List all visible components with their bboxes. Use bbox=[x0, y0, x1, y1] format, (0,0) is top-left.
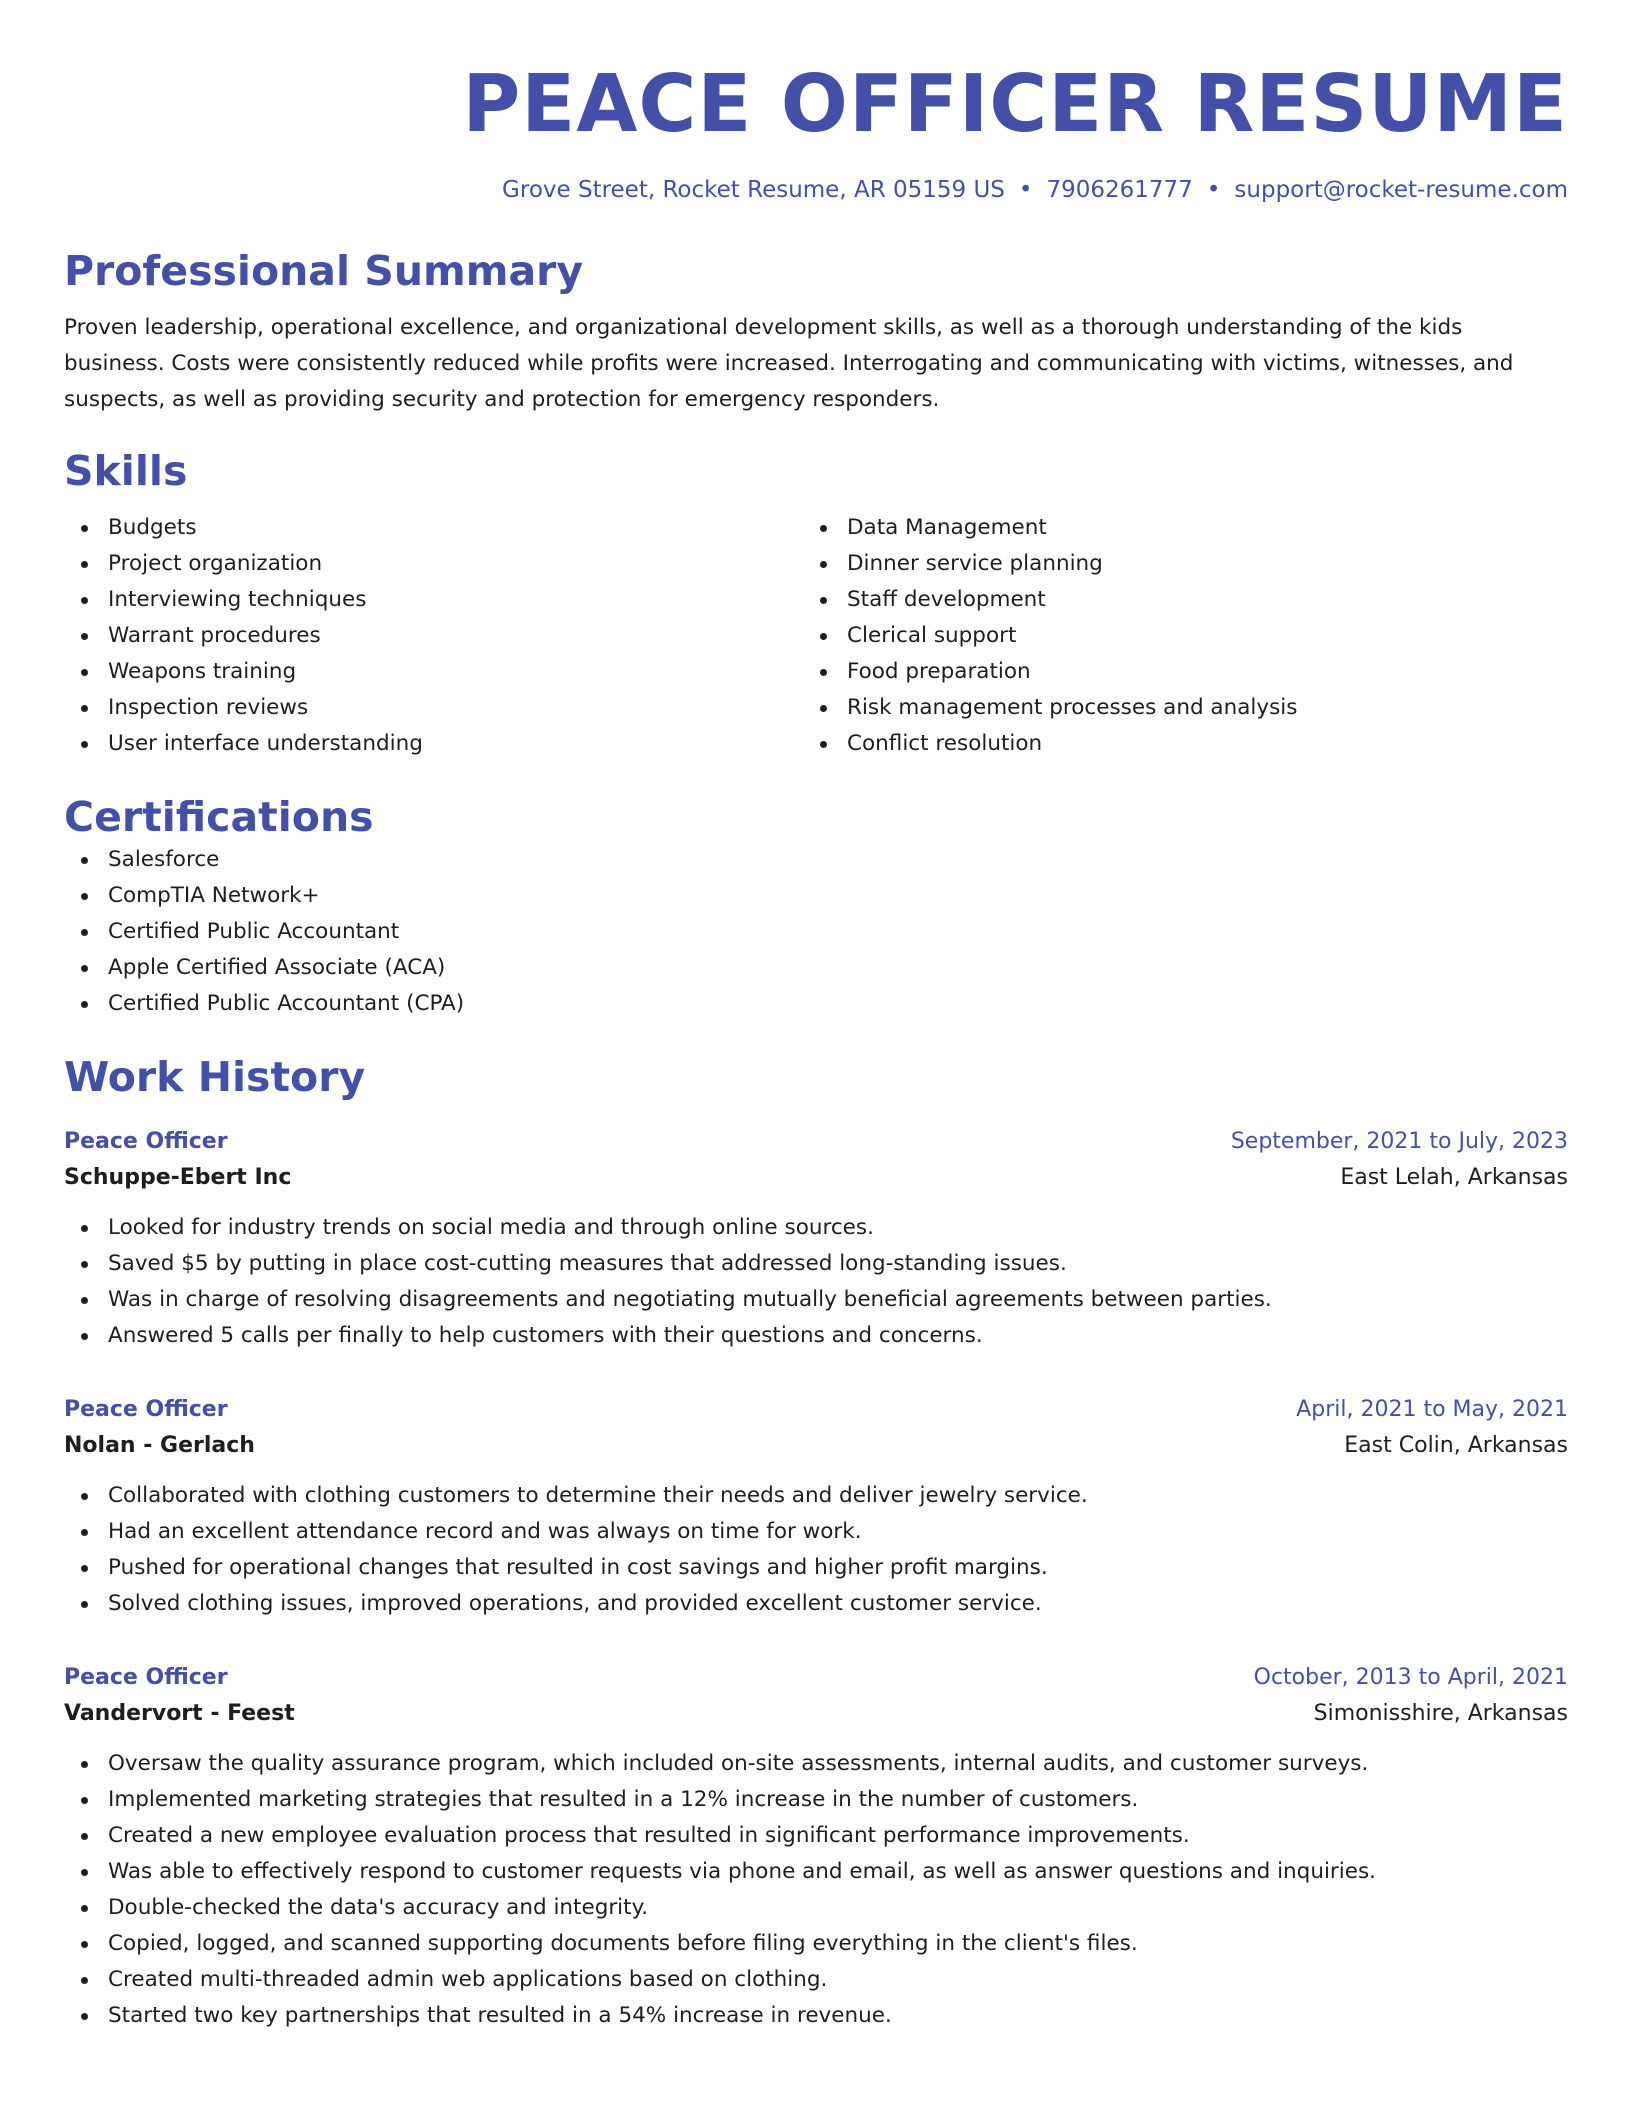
skills-list-left bbox=[64, 510, 803, 762]
job-bullet: Created a new employee evaluation process that resulted in significant performance improvements. bbox=[64, 1818, 1568, 1854]
job-bullet: Was in charge of resolving disagreements and negotiating mutually beneficial agreements between parties. bbox=[64, 1282, 1568, 1318]
skills-list-right bbox=[803, 510, 1542, 762]
skill-item: Warrant procedures bbox=[64, 618, 803, 654]
job-bullet: Created multi-threaded admin web applications based on clothing. bbox=[64, 1962, 1568, 1998]
contact-separator: • bbox=[1206, 177, 1221, 203]
job-company: Nolan - Gerlach bbox=[64, 1433, 255, 1458]
job-bullet: Pushed for operational changes that resulted in cost savings and higher profit margins. bbox=[64, 1550, 1568, 1586]
job-location: East Lelah, Arkansas bbox=[1340, 1165, 1568, 1190]
contact-phone: 7906261777 bbox=[1046, 177, 1193, 203]
skill-item: Budgets bbox=[64, 510, 803, 546]
skill-item: Food preparation bbox=[803, 654, 1542, 690]
job-bullets bbox=[64, 1478, 1568, 1622]
job-bullet: Looked for industry trends on social media and through online sources. bbox=[64, 1210, 1568, 1246]
summary-text: Proven leadership, operational excellence, and organizational development skills, as well as a thorough understanding of the kids business. Costs were consistently reduced while profits were increased. Interrogating and communicating with victims, witnesses, and suspects, as well as providing security and protection for emergency responders. bbox=[64, 315, 1514, 412]
job-bullet: Double-checked the data's accuracy and integrity. bbox=[64, 1890, 1568, 1926]
skill-item: Project organization bbox=[64, 546, 803, 582]
job-bullet: Implemented marketing strategies that resulted in a 12% increase in the number of customers. bbox=[64, 1782, 1568, 1818]
job-bullet: Was able to effectively respond to customer requests via phone and email, as well as answer questions and inquiries. bbox=[64, 1854, 1568, 1890]
skill-item: Staff development bbox=[803, 582, 1542, 618]
job-company: Schuppe-Ebert Inc bbox=[64, 1165, 292, 1190]
skill-item: Risk management processes and analysis bbox=[803, 690, 1542, 726]
certification-item: Certified Public Accountant bbox=[64, 914, 1568, 950]
resume-title: PEACE OFFICER RESUME bbox=[462, 58, 1568, 150]
job-bullets bbox=[64, 1210, 1568, 1354]
job-dates: September, 2021 to July, 2023 bbox=[1230, 1129, 1568, 1154]
job-company-row bbox=[64, 1160, 1568, 1196]
job-title: Peace Officer bbox=[64, 1129, 228, 1154]
job-location: East Colin, Arkansas bbox=[1344, 1433, 1568, 1458]
certifications-list bbox=[64, 842, 1568, 1022]
contact-address: Grove Street, Rocket Resume, AR 05159 US bbox=[502, 177, 1005, 203]
job-bullet: Started two key partnerships that resulted in a 54% increase in revenue. bbox=[64, 1998, 1568, 2034]
contact-line bbox=[64, 174, 1568, 206]
skill-item: Dinner service planning bbox=[803, 546, 1542, 582]
job-company-row bbox=[64, 1428, 1568, 1464]
skills-heading: Skills bbox=[64, 447, 188, 495]
skill-item: Conflict resolution bbox=[803, 726, 1542, 762]
job-title: Peace Officer bbox=[64, 1665, 228, 1690]
job-entry bbox=[64, 1660, 1568, 2034]
job-bullet: Solved clothing issues, improved operations, and provided excellent customer service. bbox=[64, 1586, 1568, 1622]
skill-item: Interviewing techniques bbox=[64, 582, 803, 618]
job-bullet: Answered 5 calls per finally to help customers with their questions and concerns. bbox=[64, 1318, 1568, 1354]
skill-item: User interface understanding bbox=[64, 726, 803, 762]
job-bullets bbox=[64, 1746, 1568, 2034]
job-header-row bbox=[64, 1392, 1568, 1428]
job-dates: April, 2021 to May, 2021 bbox=[1296, 1397, 1568, 1422]
certification-item: Apple Certified Associate (ACA) bbox=[64, 950, 1568, 986]
contact-email[interactable]: support@rocket-resume.com bbox=[1234, 177, 1568, 203]
certifications-heading: Certifications bbox=[64, 793, 374, 841]
job-entry bbox=[64, 1124, 1568, 1354]
job-bullet: Oversaw the quality assurance program, which included on-site assessments, internal audits, and customer surveys. bbox=[64, 1746, 1568, 1782]
summary-heading: Professional Summary bbox=[64, 247, 584, 295]
job-bullet: Copied, logged, and scanned supporting documents before filing everything in the client's files. bbox=[64, 1926, 1568, 1962]
job-location: Simonisshire, Arkansas bbox=[1313, 1701, 1568, 1726]
job-title: Peace Officer bbox=[64, 1397, 228, 1422]
certification-item: Salesforce bbox=[64, 842, 1568, 878]
job-dates: October, 2013 to April, 2021 bbox=[1253, 1665, 1568, 1690]
job-company-row bbox=[64, 1696, 1568, 1732]
job-header-row bbox=[64, 1660, 1568, 1696]
job-bullet: Saved $5 by putting in place cost-cutting measures that addressed long-standing issues. bbox=[64, 1246, 1568, 1282]
contact-separator: • bbox=[1018, 177, 1033, 203]
certification-item: Certified Public Accountant (CPA) bbox=[64, 986, 1568, 1022]
skills-grid bbox=[64, 510, 1568, 762]
job-bullet: Had an excellent attendance record and was always on time for work. bbox=[64, 1514, 1568, 1550]
skill-item: Data Management bbox=[803, 510, 1542, 546]
skill-item: Inspection reviews bbox=[64, 690, 803, 726]
job-company: Vandervort - Feest bbox=[64, 1701, 295, 1726]
job-bullet: Collaborated with clothing customers to determine their needs and deliver jewelry service. bbox=[64, 1478, 1568, 1514]
work-history-heading: Work History bbox=[64, 1053, 366, 1101]
skill-item: Weapons training bbox=[64, 654, 803, 690]
job-header-row bbox=[64, 1124, 1568, 1160]
certification-item: CompTIA Network+ bbox=[64, 878, 1568, 914]
skill-item: Clerical support bbox=[803, 618, 1542, 654]
job-entry bbox=[64, 1392, 1568, 1622]
